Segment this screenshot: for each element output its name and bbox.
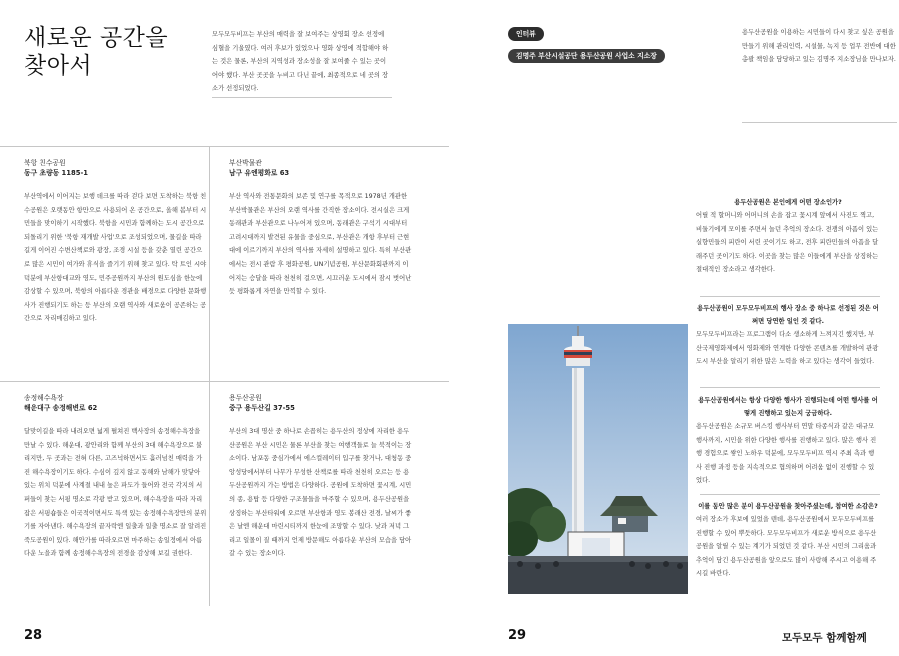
section-name: 부산박물관	[229, 159, 262, 167]
qa-answer: 용두산공원은 소규모 버스킹 행사부터 연말 타종식과 같은 대규모 행사까지, 시민을 위한 다양한 행사를 진행하고 있다. 많은 행사 진행 경험으로 쌓인 노하우 덕분에, 모두모두비프 역시 주최 측과 행사 진행 과정 등을 지속적으로 협의하며 어려움 없이 진행할 수 있었다.	[696, 423, 877, 485]
qa-divider	[700, 296, 880, 297]
qa-question: 이를 동안 많은 분이 용두산공원을 찾아주셨는데, 참여한 소감은?	[698, 503, 878, 510]
column-divider	[209, 146, 210, 606]
section-name: 북항 친수공원	[24, 159, 66, 167]
section-name: 송정해수욕장	[24, 394, 64, 402]
section-address: 동구 초량동 1185-1	[24, 169, 89, 177]
intro-paragraph: 모두모두비프는 부산의 매력을 잘 보여주는 상영회 장소 선정에 심혈을 기울였다. 여러 후보가 있었으나 영화 상영에 적합해야 하는 것은 물론, 부산의 지역성과 장소성을 잘 보여줄 수 있는 곳이어야 했다. 부산 곳곳을 누비고 다닌 끝에, 최종적으로 네 곳의 장소가 선정되었다.	[212, 31, 389, 93]
qa-question: 용두산공원은 본인에게 어떤 장소인가?	[734, 199, 842, 206]
interview-intro-divider	[742, 122, 897, 123]
page-number-right: 29	[508, 628, 527, 643]
section-yongdusan	[229, 393, 413, 561]
page-number-left: 28	[24, 628, 43, 643]
qa-item	[696, 394, 880, 488]
tower-illustration	[508, 324, 688, 594]
section-divider-top	[0, 146, 449, 147]
section-body: 부산 역사와 전통문화의 보존 및 연구를 목적으로 1978년 개관한 부산박물관은 부산의 오랜 역사를 간직한 장소이다. 전시실은 크게 동래관과 부산관으로 나누어져 있으며, 동래관은 구석기 시대부터 고려시대까지 발견된 유물을 중심으로, 부산관은 개항 후부터 근현대에 이르기까지 부산의 역사를 자세히 설명하고 있다. 특히 부산관에서는 전시 관람 후 평화공원, UN기념공원, 부산문화회관까지 이어지는 승달을 따라 천천히 걸으면, 시끄러운 도시에서 잠시 벗어난 듯 평화롭게 자연을 만끽할 수 있다.	[229, 193, 412, 296]
section-songjeong	[24, 393, 208, 561]
page-title: 새로운 공간을 찾아서	[24, 25, 169, 79]
section-body: 부산의 3대 명산 중 하나로 손꼽히는 용두산의 정상에 자리한 용두산공원은 부산 시민은 물론 부산을 찾는 여행객들로 늘 북적이는 장소이다. 남포동 중심가에서 에스컬레이터 입구를 찾거나, 대청동 중앙성당에서부터 나무가 무성한 산책로를 따라 천천히 오르는 등 용두산공원까지 가는 방법은 다양하다. 공원에 도착하면 꽃시계, 시민의 종, 용탑 등 다양한 구조물들을 마주할 수 있으며, 용두산공원을 상징하는 부산타워에 오르면 부산항과 영도 봉래산 전경, 날씨가 좋은 날엔 해운대 마린시티까지 한눈에 조망할 수 있다. 낮과 저녁 그리고 일몰이 질 때까지 언제 방문해도 아름다운 부산의 모습을 담아 갈 수 있는 장소이다.	[229, 428, 412, 558]
qa-item	[696, 302, 880, 369]
section-divider-middle	[0, 381, 449, 382]
intro-divider	[212, 97, 392, 98]
qa-divider	[700, 494, 880, 495]
section-body: 부산역에서 이어지는 보행 데크를 따라 걷다 보면 도착하는 북항 친수공원은 오랫동안 항만으로 사용되어 온 공간으로, 올해 봄부터 시민들을 맞이하기 시작했다. 북항을 시민과 함께하는 도시 공간으로 되돌리기 위한 '북항 재개발 사업'으로 조성되었으며, 물길을 따라 길게 이어진 수변산책로와 광장, 조경 시설 등을 갖춘 열린 공간으로 많은 시민이 여가와 휴식을 즐기기 위해 찾고 있다. 탁 트인 시야 덕분에 부산항대교와 영도, 민주공원까지 부산의 원도심을 한눈에 감상할 수 있으며, 북항의 아름다운 경관을 배경으로 다양한 문화행사가 진행되기도 하는 등 부산의 오랜 역사와 새로움이 공존하는 공간으로 자리매김하고 있다.	[24, 193, 207, 323]
section-name: 용두산공원	[229, 394, 262, 402]
section-address: 해운대구 송정해변로 62	[24, 404, 98, 412]
interview-badge: 인터뷰	[508, 27, 544, 41]
interviewee-label: 김명주 부산시설공단 용두산공원 사업소 지소장	[508, 49, 665, 63]
section-address: 중구 용두산길 37-55	[229, 404, 295, 412]
qa-answer: 여러 장소가 후보에 있었을 텐데, 용두산공원에서 모두모두비프를 진행할 수 있어 뿌듯하다. 모두모두비프가 새로운 방식으로 용두산공원을 알릴 수 있는 계기가 되었던 것 같다. 부산 시민의 그리움과 추억이 담긴 용두산공원을 앞으로도 많이 사랑해 주시고 이용해 주시길 바란다.	[696, 516, 877, 578]
qa-question: 용두산공원에서는 항상 다양한 행사가 진행되는데 어떤 행사를 어떻게 진행하고 있는지 궁금하다.	[698, 397, 878, 417]
footer-brand: 모두모두 함께함께	[782, 632, 867, 644]
busan-tower-photo	[508, 324, 688, 594]
qa-item	[696, 500, 880, 581]
qa-answer: 어릴 적 할머니와 어머니의 손을 잡고 꽃시계 앞에서 사진도 찍고, 비둘기에게 모이를 주면서 놀던 추억의 장소다. 전쟁의 아픔이 있는 실향민들의 피란이 서린 곳이기도 하고, 전후 피란민들의 아픔을 달래주던 곳이기도 하다. 이곳을 찾는 많은 이들에게 부산을 상징하는 절대적인 장소라고 생각한다.	[696, 212, 879, 274]
qa-answer: 모두모두비프라는 프로그램이 다소 생소하게 느껴지긴 했지만, 부산국제영화제에서 영화제와 연계한 다양한 콘텐츠를 개발하여 관광도시 부산을 알리기 위한 많은 노력을 하고 있다는 생각이 들었다.	[696, 331, 879, 366]
section-body: 달맞이길을 따라 내려오면 넓게 펼쳐진 백사장의 송정해수욕장을 만날 수 있다. 해운대, 광안리와 함께 부산의 3대 해수욕장으로 불리지만, 두 곳과는 전혀 다른, 고즈넉하면서도 흘러넘친 매력을 가진 해수욕장이기도 하다. 수심이 깊지 않고 동해와 남해가 맞닿아 있는 위치 덕분에 사계절 내내 높은 파도가 들어와 전국 각지의 서퍼들이 찾는 서핑 명소로 각광 받고 있으며, 해수욕장을 따라 자리 잡은 서핑숍들은 이국적이면서도 특색 있는 송정해수욕장만의 분위기를 자아낸다. 해수욕장의 끝자락엔 일출과 일출 명소로 잘 알려진 죽도공원이 있다. 해안가를 따라오르면 마주하는 송일정에서 아름다운 노을과 함께 송정해수욕장의 전경을 감상해 보길 권한다.	[24, 428, 207, 558]
qa-divider	[700, 387, 880, 388]
qa-item	[696, 196, 880, 277]
qa-question: 용두산공원이 모두모두비프의 행사 장소 중 하나로 선정된 것은 어쩌면 당연한 일인 것 같다.	[697, 305, 879, 325]
interview-intro: 용두산공원을 이용하는 시민들이 다시 찾고 싶은 공원을 만들기 위해 관리인력, 시설물, 녹지 등 업무 전반에 대한 총괄 책임을 담당하고 있는 김명주 지소장님을 만나보자.	[742, 29, 896, 64]
section-bukhang	[24, 158, 208, 326]
section-address: 남구 유엔평화로 63	[229, 169, 290, 177]
section-busan-museum	[229, 158, 413, 299]
